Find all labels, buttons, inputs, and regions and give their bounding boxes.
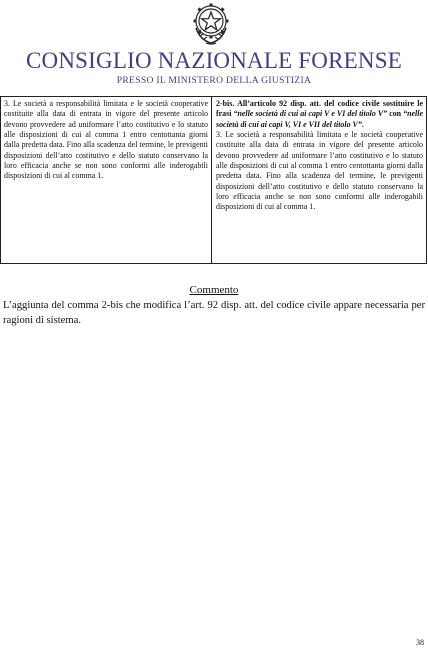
comment-heading: Commento — [189, 284, 239, 296]
amendment-paragraph — [216, 99, 423, 130]
amendment-quote-new: “nelle società di cui ai capi V, VI e VII del titolo V” — [216, 109, 423, 129]
amendment-end: . — [361, 119, 364, 129]
amendment-quote-old: “nelle società di cui ai capi V e VI del titolo V” — [233, 109, 388, 119]
original-paragraph: 3. Le società a responsabilità limitata e le società cooperative costituite alla data di entrata in vigore del presente articolo devono provvedere ad uniformare l’atto costitutivo e lo statuto alle disposizioni di cui al comma 1 entro centottanta giorni dalla predetta data. Fino alla scadenza del termine, le previgenti disposizioni dell’atto costitutivo e dello statuto conservano la loro efficacia anche se non sono conformi alle inderogabili disposizioni di cui al comma 1. — [4, 99, 208, 181]
page-number: 38 — [416, 638, 424, 647]
original-text-column — [1, 97, 212, 263]
amendment-lead: 2-bis. All’articolo 92 disp. att. del codice civile sostituire le frasi — [216, 99, 423, 119]
comparison-table — [0, 96, 427, 264]
amendment-connector: con — [387, 109, 404, 119]
comment-body: L’aggiunta del comma 2-bis che modifica l’art. 92 disp. att. del codice civile appare necessaria per ragioni di sistema. — [3, 300, 425, 327]
amended-paragraph: 3. Le società a responsabilità limitata e le società cooperative costituite alla data di entrata in vigore del presente articolo devono provvedere ad uniformare l’atto costitutivo e lo statuto alle disposizioni di cui al comma 1 entro centottanta giorni dalla predetta data. Fino alla scadenza del termine, le previgenti disposizioni dell’atto costitutivo e dello statuto conservano la loro efficacia anche se non sono conformi alle inderogabili disposizioni di cui al comma 1. — [216, 130, 423, 212]
italian-republic-emblem-icon — [190, 2, 232, 46]
institution-subtitle: PRESSO IL MINISTERO DELLA GIUSTIZIA — [116, 75, 312, 86]
institution-title: CONSIGLIO NAZIONALE FORENSE — [26, 48, 402, 73]
amended-text-column — [212, 97, 426, 263]
